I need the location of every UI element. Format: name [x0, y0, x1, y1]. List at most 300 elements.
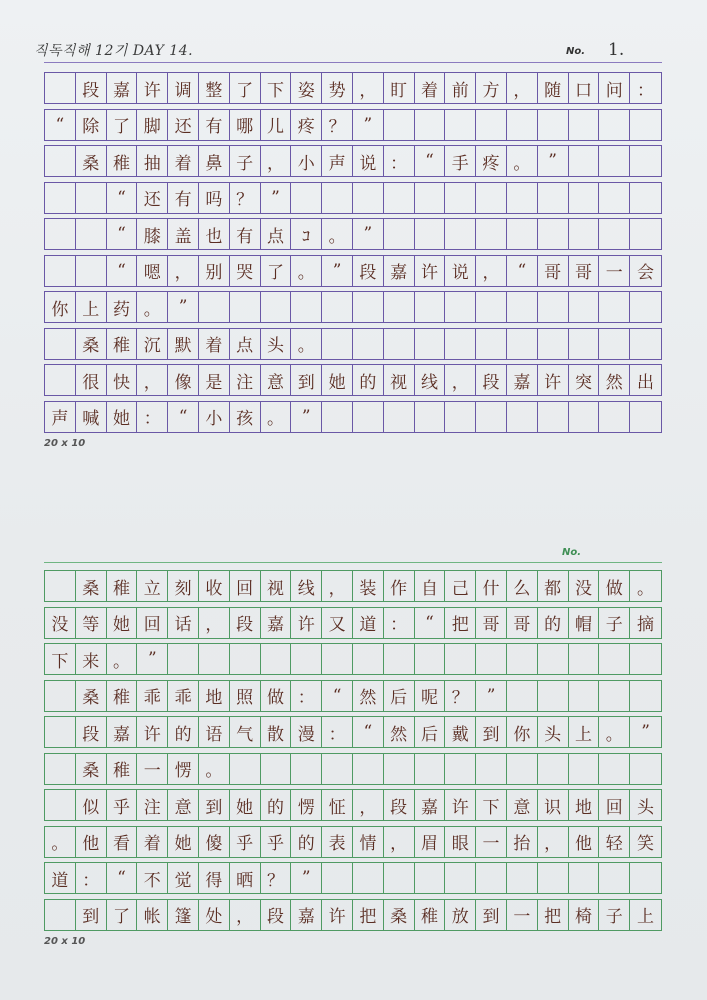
grid-cell: 气	[230, 716, 261, 748]
grid-cell	[230, 753, 261, 785]
grid-cell	[415, 753, 446, 785]
grid-cell: “	[415, 145, 446, 177]
grid-cell: 许	[291, 607, 322, 639]
grid-cell	[630, 680, 661, 712]
grid-cell: 没	[45, 607, 76, 639]
grid-cell: 手	[445, 145, 476, 177]
grid-cell: 什	[476, 570, 507, 602]
grid-cell: 收	[199, 570, 230, 602]
grid-cell: 然	[599, 364, 630, 396]
grid-cell	[45, 328, 76, 360]
grid-cell	[384, 218, 415, 250]
grid-cell	[507, 182, 538, 214]
grid-cell: “	[168, 401, 199, 433]
grid-cell: 孩	[230, 401, 261, 433]
grid-cell: 嘉	[507, 364, 538, 396]
grid-cell: 怔	[322, 789, 353, 821]
grid-cell: 桑	[76, 328, 107, 360]
grid-cell	[291, 182, 322, 214]
grid-cell: 抬	[507, 826, 538, 858]
grid-cell: 回	[599, 789, 630, 821]
grid-cell: 么	[507, 570, 538, 602]
grid-cell: ，	[353, 789, 384, 821]
grid-cell: 你	[507, 716, 538, 748]
grid-cell	[538, 680, 569, 712]
grid-cell: ”	[630, 716, 661, 748]
grid-cell	[569, 753, 600, 785]
grid-cell: 的	[538, 607, 569, 639]
grid-cell: 。	[291, 255, 322, 287]
grid-cell	[538, 291, 569, 323]
grid-cell	[384, 291, 415, 323]
grid-cell: 沉	[137, 328, 168, 360]
grid-cell: 许	[538, 364, 569, 396]
grid-cell: 似	[76, 789, 107, 821]
grid-cell: ，	[168, 255, 199, 287]
grid-cell: 说	[353, 145, 384, 177]
grid-cell	[353, 862, 384, 894]
grid-cell: 他	[569, 826, 600, 858]
grid-cell	[630, 643, 661, 675]
grid-cell	[507, 291, 538, 323]
grid-cell: 有	[199, 109, 230, 141]
grid-cell	[291, 291, 322, 323]
grid-cell: 默	[168, 328, 199, 360]
grid-cell: 上	[76, 291, 107, 323]
grid-cell	[322, 182, 353, 214]
grid-cell: 着	[168, 145, 199, 177]
grid-cell: 然	[353, 680, 384, 712]
grid-cell	[445, 753, 476, 785]
grid-cell: 许	[137, 72, 168, 104]
grid-cell	[415, 291, 446, 323]
grid-cell: 刻	[168, 570, 199, 602]
grid-cell: 膝	[137, 218, 168, 250]
grid-cell	[630, 753, 661, 785]
grid-cell	[630, 401, 661, 433]
grid-cell: 到	[76, 899, 107, 931]
grid-cell: 回	[230, 570, 261, 602]
grid-cell	[476, 109, 507, 141]
grid-row	[44, 789, 662, 821]
grid-row	[44, 753, 662, 785]
grid-row	[44, 680, 662, 712]
grid-cell	[507, 753, 538, 785]
grid-cell: 轻	[599, 826, 630, 858]
grid-cell: 儿	[261, 109, 292, 141]
grid-row	[44, 255, 662, 287]
grid-cell: 很	[76, 364, 107, 396]
grid-cell: ，	[445, 364, 476, 396]
grid-cell	[599, 109, 630, 141]
grid-cell: 口	[569, 72, 600, 104]
grid-cell	[630, 218, 661, 250]
grid-cell: 呢	[415, 680, 446, 712]
grid-cell: “	[45, 109, 76, 141]
grid-cell	[45, 680, 76, 712]
grid-cell	[538, 753, 569, 785]
grid-cell	[261, 291, 292, 323]
grid-cell	[415, 328, 446, 360]
grid-cell: 乎	[261, 826, 292, 858]
grid-cell: 作	[384, 570, 415, 602]
grid-cell: ，	[322, 570, 353, 602]
grid-cell: 声	[45, 401, 76, 433]
grid-cell	[384, 401, 415, 433]
header-rule-bottom	[44, 562, 662, 563]
grid-cell	[507, 401, 538, 433]
grid-cell: 药	[107, 291, 138, 323]
grid-row	[44, 328, 662, 360]
grid-cell	[599, 182, 630, 214]
grid-cell	[507, 109, 538, 141]
grid-cell: “	[322, 680, 353, 712]
grid-cell: 装	[353, 570, 384, 602]
grid-cell: ？	[322, 109, 353, 141]
grid-row	[44, 182, 662, 214]
grid-cell: 觉	[168, 862, 199, 894]
grid-cell: 还	[137, 182, 168, 214]
grid-cell: 着	[137, 826, 168, 858]
grid-cell: 晒	[230, 862, 261, 894]
grid-row	[44, 607, 662, 639]
grid-cell	[599, 862, 630, 894]
grid-cell: 别	[199, 255, 230, 287]
grid-cell: 哥	[569, 255, 600, 287]
grid-cell: 嘉	[415, 789, 446, 821]
grid-cell: 眼	[445, 826, 476, 858]
grid-cell	[76, 218, 107, 250]
grid-cell: 下	[261, 72, 292, 104]
grid-cell	[168, 643, 199, 675]
grid-cell	[353, 291, 384, 323]
grid-cell	[415, 182, 446, 214]
grid-cell: 意	[261, 364, 292, 396]
page-number-value: 1.	[608, 40, 625, 60]
grid-cell: 道	[353, 607, 384, 639]
grid-cell: 后	[415, 716, 446, 748]
grid-cell: 注	[137, 789, 168, 821]
grid-cell: 说	[445, 255, 476, 287]
grid-cell: 道	[45, 862, 76, 894]
grid-cell	[538, 862, 569, 894]
grid-cell: 吗	[199, 182, 230, 214]
grid-cell: 乎	[230, 826, 261, 858]
grid-cell	[476, 862, 507, 894]
grid-cell: 放	[445, 899, 476, 931]
grid-cell	[569, 643, 600, 675]
grid-cell: 段	[76, 72, 107, 104]
grid-cell: 点	[230, 328, 261, 360]
grid-cell: 哥	[507, 607, 538, 639]
grid-cell: 小	[199, 401, 230, 433]
grid-cell	[261, 643, 292, 675]
grid-cell	[569, 401, 600, 433]
grid-cell: 段	[261, 899, 292, 931]
grid-cell: 稚	[107, 145, 138, 177]
grid-cell: 突	[569, 364, 600, 396]
grid-cell	[538, 401, 569, 433]
grid-cell	[476, 401, 507, 433]
grid-cell: 子	[599, 899, 630, 931]
grid-cell: ｺ	[291, 218, 322, 250]
grid-cell	[76, 255, 107, 287]
grid-cell: 。	[291, 328, 322, 360]
grid-cell: 疼	[476, 145, 507, 177]
grid-cell: 。	[322, 218, 353, 250]
grid-cell	[445, 643, 476, 675]
grid-cell: 后	[384, 680, 415, 712]
grid-cell: 是	[199, 364, 230, 396]
grid-cell	[322, 401, 353, 433]
grid-cell: ，	[476, 255, 507, 287]
grid-cell: 调	[168, 72, 199, 104]
grid-size-label-bottom: 20 x 10	[44, 936, 86, 947]
grid-cell: 视	[261, 570, 292, 602]
grid-cell	[630, 328, 661, 360]
grid-cell: 你	[45, 291, 76, 323]
grid-cell	[415, 218, 446, 250]
grid-cell: ”	[538, 145, 569, 177]
grid-cell: 地	[569, 789, 600, 821]
grid-cell: 地	[199, 680, 230, 712]
grid-cell: 戴	[445, 716, 476, 748]
grid-cell: 许	[322, 899, 353, 931]
grid-cell	[45, 899, 76, 931]
grid-cell: ，	[230, 899, 261, 931]
grid-cell: 自	[415, 570, 446, 602]
grid-cell: 段	[384, 789, 415, 821]
grid-cell: 脚	[137, 109, 168, 141]
grid-cell: 盯	[384, 72, 415, 104]
grid-cell: 鼻	[199, 145, 230, 177]
grid-cell: 嗯	[137, 255, 168, 287]
grid-cell	[384, 182, 415, 214]
grid-cell: 了	[230, 72, 261, 104]
grid-cell: 嘉	[261, 607, 292, 639]
grid-cell: ”	[261, 182, 292, 214]
grid-cell: ，	[507, 72, 538, 104]
grid-cell: 桑	[76, 753, 107, 785]
grid-cell: 都	[538, 570, 569, 602]
grid-cell	[45, 789, 76, 821]
page-title: 직독직해 12기 DAY 14.	[34, 43, 194, 59]
grid-cell: 抽	[137, 145, 168, 177]
grid-cell: 线	[415, 364, 446, 396]
grid-cell	[538, 643, 569, 675]
grid-cell	[507, 643, 538, 675]
grid-cell: “	[353, 716, 384, 748]
grid-cell	[415, 401, 446, 433]
grid-cell: “	[107, 862, 138, 894]
grid-cell: 的	[261, 789, 292, 821]
grid-cell	[322, 291, 353, 323]
grid-cell: 笑	[630, 826, 661, 858]
grid-cell: 。	[137, 291, 168, 323]
grid-row	[44, 291, 662, 323]
grid-row	[44, 109, 662, 141]
grid-cell: “	[107, 218, 138, 250]
grid-cell: 识	[538, 789, 569, 821]
grid-cell: 也	[199, 218, 230, 250]
grid-cell: 嘉	[384, 255, 415, 287]
grid-cell	[445, 862, 476, 894]
grid-cell	[322, 753, 353, 785]
grid-cell	[569, 145, 600, 177]
grid-cell: 的	[291, 826, 322, 858]
grid-cell: ，	[353, 72, 384, 104]
grid-cell	[599, 145, 630, 177]
grid-cell	[445, 401, 476, 433]
grid-cell: 除	[76, 109, 107, 141]
grid-cell	[45, 716, 76, 748]
grid-cell: 篷	[168, 899, 199, 931]
grid-cell	[476, 218, 507, 250]
grid-cell: 她	[230, 789, 261, 821]
grid-cell: 漫	[291, 716, 322, 748]
grid-cell: 嘉	[107, 72, 138, 104]
grid-cell: 头	[538, 716, 569, 748]
grid-cell: 她	[107, 607, 138, 639]
grid-cell	[45, 72, 76, 104]
grid-cell: 一	[599, 255, 630, 287]
grid-cell: 看	[107, 826, 138, 858]
grid-cell: 然	[384, 716, 415, 748]
grid-cell: 一	[476, 826, 507, 858]
grid-cell: 愣	[291, 789, 322, 821]
grid-cell	[599, 401, 630, 433]
grid-cell: 声	[322, 145, 353, 177]
grid-cell: 着	[199, 328, 230, 360]
grid-cell	[384, 753, 415, 785]
grid-cell: 照	[230, 680, 261, 712]
grid-cell	[569, 680, 600, 712]
grid-cell: 了	[107, 899, 138, 931]
grid-cell: 还	[168, 109, 199, 141]
grid-cell: 椅	[569, 899, 600, 931]
grid-cell: 整	[199, 72, 230, 104]
grid-cell: 问	[599, 72, 630, 104]
grid-cell: ”	[476, 680, 507, 712]
grid-cell: 她	[168, 826, 199, 858]
grid-cell	[322, 328, 353, 360]
grid-cell	[199, 291, 230, 323]
grid-cell: 话	[168, 607, 199, 639]
grid-cell	[384, 862, 415, 894]
grid-cell: ：	[630, 72, 661, 104]
grid-cell: 桑	[76, 680, 107, 712]
grid-cell: 到	[291, 364, 322, 396]
grid-cell: 了	[107, 109, 138, 141]
grid-cell: 桑	[384, 899, 415, 931]
grid-cell	[45, 255, 76, 287]
grid-row	[44, 72, 662, 104]
grid-cell: 稚	[415, 899, 446, 931]
grid-row	[44, 643, 662, 675]
grid-cell	[261, 753, 292, 785]
grid-cell: 表	[322, 826, 353, 858]
grid-cell	[569, 862, 600, 894]
grid-cell: 会	[630, 255, 661, 287]
grid-cell	[599, 680, 630, 712]
grid-cell: 到	[476, 899, 507, 931]
grid-cell	[507, 680, 538, 712]
grid-cell: 把	[353, 899, 384, 931]
grid-cell: 许	[137, 716, 168, 748]
grid-cell	[538, 328, 569, 360]
grid-cell: 桑	[76, 570, 107, 602]
grid-cell: 段	[476, 364, 507, 396]
grid-cell: ”	[291, 401, 322, 433]
page-number-label-top: No.	[566, 46, 586, 57]
grid-cell: 没	[569, 570, 600, 602]
grid-cell: 又	[322, 607, 353, 639]
grid-cell: ”	[168, 291, 199, 323]
grid-cell: 散	[261, 716, 292, 748]
grid-cell: 桑	[76, 145, 107, 177]
grid-cell	[599, 291, 630, 323]
grid-cell: 处	[199, 899, 230, 931]
grid-cell: 哥	[538, 255, 569, 287]
grid-cell: 不	[137, 862, 168, 894]
grid-cell: 稚	[107, 753, 138, 785]
grid-cell: 来	[76, 643, 107, 675]
grid-cell	[322, 643, 353, 675]
header-rule-top	[44, 62, 662, 63]
grid-cell: ：	[384, 607, 415, 639]
grid-cell: 。	[630, 570, 661, 602]
grid-cell: 许	[445, 789, 476, 821]
grid-cell	[199, 643, 230, 675]
grid-cell	[230, 291, 261, 323]
grid-cell: 上	[569, 716, 600, 748]
grid-cell: 前	[445, 72, 476, 104]
grid-cell: 有	[168, 182, 199, 214]
grid-cell: “	[507, 255, 538, 287]
grid-cell: 子	[230, 145, 261, 177]
grid-cell: ，	[199, 607, 230, 639]
grid-cell	[45, 364, 76, 396]
grid-row	[44, 570, 662, 602]
grid-cell: 姿	[291, 72, 322, 104]
grid-cell	[507, 218, 538, 250]
grid-cell: 。	[507, 145, 538, 177]
grid-row	[44, 218, 662, 250]
grid-cell	[569, 328, 600, 360]
grid-size-label-top: 20 x 10	[44, 438, 86, 449]
grid-cell: 乖	[137, 680, 168, 712]
grid-cell	[599, 643, 630, 675]
grid-cell	[415, 109, 446, 141]
grid-cell: 的	[168, 716, 199, 748]
grid-cell	[630, 862, 661, 894]
grid-cell: 小	[291, 145, 322, 177]
grid-cell	[630, 291, 661, 323]
grid-cell	[476, 753, 507, 785]
grid-cell: 帽	[569, 607, 600, 639]
grid-cell: 稚	[107, 570, 138, 602]
grid-cell: 下	[476, 789, 507, 821]
grid-cell: 了	[261, 255, 292, 287]
grid-cell: ，	[137, 364, 168, 396]
grid-cell	[630, 145, 661, 177]
grid-cell	[445, 109, 476, 141]
grid-row	[44, 826, 662, 858]
grid-cell	[353, 182, 384, 214]
grid-cell	[353, 328, 384, 360]
grid-cell: 意	[507, 789, 538, 821]
grid-cell	[538, 218, 569, 250]
